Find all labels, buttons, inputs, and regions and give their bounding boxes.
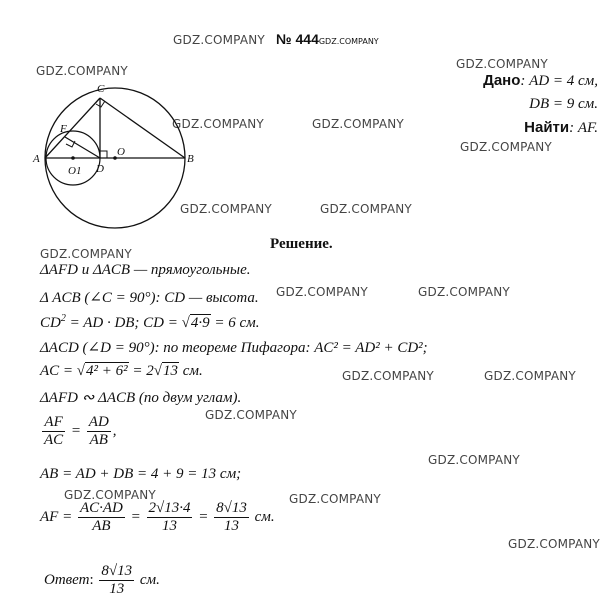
solution-line: $CD^2$ = AD · DB; CD = √4·9 = 6 см. (40, 313, 260, 331)
watermark: GDZ.COMPANY (484, 369, 576, 383)
label-a: A (33, 153, 40, 165)
watermark: GDZ.COMPANY (318, 37, 379, 46)
watermark: GDZ.COMPANY (205, 408, 297, 422)
label-d: D (96, 163, 104, 175)
watermark: GDZ.COMPANY (320, 202, 412, 216)
right-angle-d (100, 151, 107, 158)
solution-line: AB = AD + DB = 4 + 9 = 13 см; (40, 466, 242, 482)
watermark: GDZ.COMPANY (172, 117, 264, 131)
given-find: Найти: AF. (524, 119, 598, 136)
label-b: B (187, 153, 194, 165)
problem-number: № 444 (276, 31, 319, 47)
solution-line: Δ ACB (∠C = 90°): CD — высота. (40, 290, 259, 306)
given-db: DB = 9 см. (529, 96, 598, 112)
given-ad: Дано: AD = 4 см, (483, 72, 598, 89)
watermark: GDZ.COMPANY (173, 33, 265, 47)
page-title (276, 31, 379, 47)
fraction: $\frac{AF}{AC}$ (44, 414, 64, 448)
watermark: GDZ.COMPANY (40, 247, 132, 261)
segment-cb (100, 98, 185, 158)
label-o1: O1 (68, 165, 82, 177)
solution-line: AC = √4² + 6² = 2√13 см. (40, 363, 203, 379)
solution-line: ΔACD (∠D = 90°): по теореме Пифагора: AC² = AD² + CD²; (40, 340, 428, 356)
watermark: GDZ.COMPANY (289, 492, 381, 506)
label-c: C (97, 83, 105, 95)
segment-ac (45, 98, 100, 158)
solution-heading: Решение. (270, 236, 333, 252)
answer-label: Ответ (44, 571, 90, 588)
answer-line: Ответ: $\frac{8√13}{13}$ см. (44, 563, 160, 597)
point-o1 (71, 156, 75, 160)
watermark: GDZ.COMPANY (180, 202, 272, 216)
watermark: GDZ.COMPANY (428, 453, 520, 467)
ratio-line: $\frac{AF}{AC}$ = $\frac{AD}{AB}$ , (44, 414, 117, 448)
label-o: O (117, 146, 125, 158)
solution-line: ΔAFD и ΔACB — прямоугольные. (40, 262, 251, 278)
watermark: GDZ.COMPANY (456, 57, 548, 71)
segment-fd (65, 137, 100, 158)
watermark: GDZ.COMPANY (64, 488, 156, 502)
watermark: GDZ.COMPANY (418, 285, 510, 299)
watermark: GDZ.COMPANY (312, 117, 404, 131)
fraction: $\frac{8√13}{13}$ (101, 563, 133, 597)
label-f: F (60, 123, 67, 135)
given-block (483, 72, 598, 137)
af-line: AF = $\frac{AC\cdot AD}{AB}$ = $\frac{2√13\cdot 4}{13}$ = $\frac{8√13}{13}$ см. (40, 500, 275, 534)
watermark: GDZ.COMPANY (36, 64, 128, 78)
watermark: GDZ.COMPANY (342, 369, 434, 383)
fraction: $\frac{2√13\cdot 4}{13}$ (148, 500, 191, 534)
watermark: GDZ.COMPANY (276, 285, 368, 299)
solution-line: ΔAFD ∾ ΔACB (по двум углам). (40, 390, 242, 406)
fraction: $\frac{8√13}{13}$ (216, 500, 247, 534)
watermark: GDZ.COMPANY (460, 140, 552, 154)
geometry-figure (30, 75, 200, 240)
fraction: $\frac{AD}{AB}$ (88, 414, 109, 448)
watermark: GDZ.COMPANY (508, 537, 600, 551)
fraction: $\frac{AC\cdot AD}{AB}$ (79, 500, 123, 534)
